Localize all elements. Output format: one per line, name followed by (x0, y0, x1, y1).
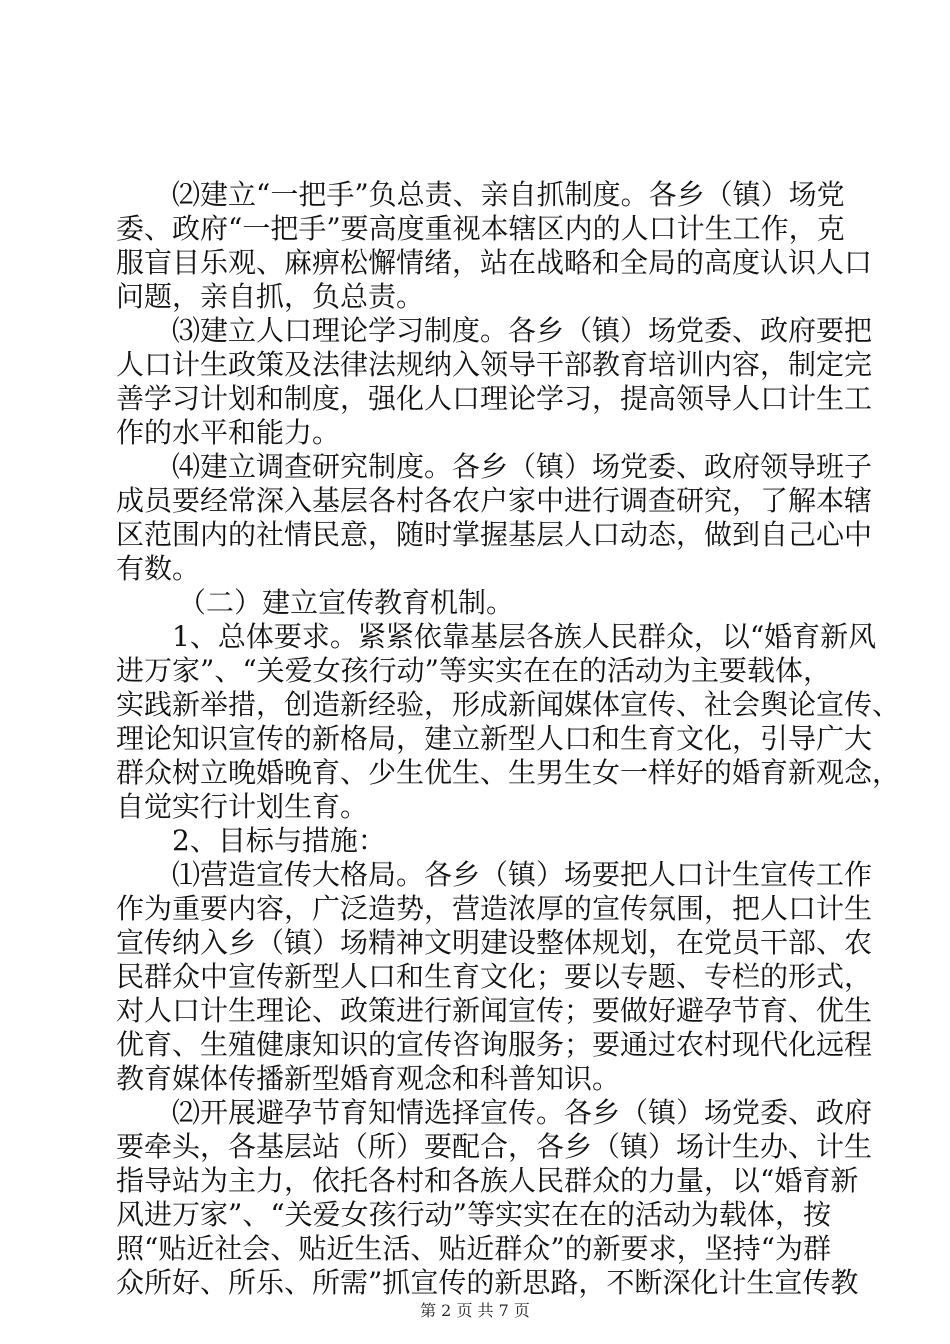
page-footer (0, 1300, 950, 1322)
section-heading: （二）建立宣传教育机制。 (178, 586, 515, 619)
text-line: 委、政府“一把手”要高度重视本辖区内的人口计生工作，克 (116, 212, 845, 245)
text-line: 优育、生殖健康知识的宣传咨询服务；要通过农村现代化远程 (116, 1028, 873, 1061)
text-line: ⑵开展避孕节育知情选择宣传。各乡（镇）场党委、政府 (172, 1096, 873, 1129)
text-line: 照“贴近社会、贴近生活、贴近群众”的新要求，坚持“为群 (116, 1232, 831, 1265)
text-line: 有数。 (116, 552, 201, 585)
text-line: 进万家”、“关爱女孩行动”等实实在在的活动为主要载体， (116, 654, 831, 687)
text-line: 1、总体要求。紧紧依靠基层各族人民群众，以“婚育新风 (172, 620, 877, 653)
text-line: 区范围内的社情民意，随时掌握基层人口动态，做到自己心中 (116, 518, 873, 551)
text-line: 群众树立晚婚晚育、少生优生、生男生女一样好的婚育新观念， (116, 756, 901, 789)
text-line: ⑷建立调查研究制度。各乡（镇）场党委、政府领导班子 (172, 450, 873, 483)
text-line: ⑶建立人口理论学习制度。各乡（镇）场党委、政府要把 (172, 314, 873, 347)
text-line: 指导站为主力，依托各村和各族人民群众的力量，以“婚育新 (116, 1164, 859, 1197)
page-number: 第 2 页 共 7 页 (420, 1301, 530, 1320)
text-line: 服盲目乐观、麻痹松懈情绪，站在战略和全局的高度认识人口 (116, 246, 873, 279)
text-line: 风进万家”、“关爱女孩行动”等实实在在的活动为载体，按 (116, 1198, 831, 1231)
text-line: 善学习计划和制度，强化人口理论学习，提高领导人口计生工 (116, 382, 873, 415)
text-line: 宣传纳入乡（镇）场精神文明建设整体规划，在党员干部、农 (116, 926, 873, 959)
text-line: 要牵头，各基层站（所）要配合，各乡（镇）场计生办、计生 (116, 1130, 873, 1163)
text-line: ⑴营造宣传大格局。各乡（镇）场要把人口计生宣传工作 (172, 858, 873, 891)
text-line: 问题，亲自抓，负总责。 (116, 280, 425, 313)
text-line: 对人口计生理论、政策进行新闻宣传；要做好避孕节育、优生 (116, 994, 873, 1027)
text-line: 人口计生政策及法律法规纳入领导干部教育培训内容，制定完 (116, 348, 873, 381)
text-line: 作为重要内容，广泛造势，营造浓厚的宣传氛围，把人口计生 (116, 892, 873, 925)
text-line: 作的水平和能力。 (116, 416, 341, 449)
text-line: 众所好、所乐、所需”抓宣传的新思路，不断深化计生宣传教 (116, 1266, 859, 1299)
text-line: 成员要经常深入基层各村各农户家中进行调查研究，了解本辖 (116, 484, 873, 517)
text-line: 实践新举措，创造新经验，形成新闻媒体宣传、社会舆论宣传、 (116, 688, 901, 721)
text-line: 民群众中宣传新型人口和生育文化；要以专题、专栏的形式， (116, 960, 873, 993)
text-line: ⑵建立“一把手”负总责、亲自抓制度。各乡（镇）场党 (172, 178, 845, 211)
text-line: 2、目标与措施： (172, 824, 386, 857)
text-line: 教育媒体传播新型婚育观念和科普知识。 (116, 1062, 621, 1095)
text-line: 理论知识宣传的新格局，建立新型人口和生育文化，引导广大 (116, 722, 873, 755)
text-line: 自觉实行计划生育。 (116, 790, 369, 823)
